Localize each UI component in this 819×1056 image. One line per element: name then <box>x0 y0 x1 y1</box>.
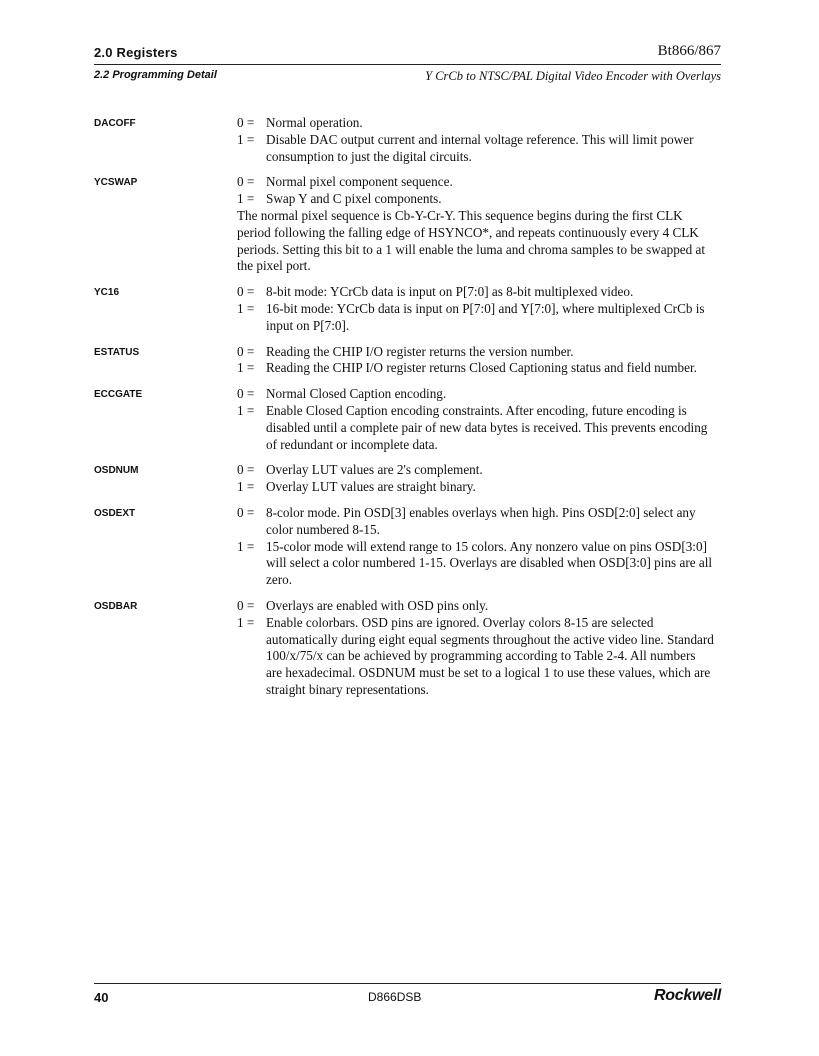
register-entry <box>94 174 724 275</box>
option-text: Overlay LUT values are 2's complement. <box>266 462 483 478</box>
option-text: Normal operation. <box>266 115 363 130</box>
option-key: 0 = <box>237 343 255 359</box>
option-key: 1 = <box>237 402 255 418</box>
option-text: Enable Closed Caption encoding constraints. After encoding, future encoding is disabled until a complete pair of new data bytes is received. This prevents encoding of redundant or incomplete data. <box>266 402 708 452</box>
register-name: YCSWAP <box>94 177 138 189</box>
option-row <box>237 191 714 208</box>
option-row <box>237 462 714 479</box>
subsection-heading: 2.2 Programming Detail <box>94 69 217 81</box>
option-text: Disable DAC output current and internal voltage reference. This will limit power consumption to just the digital circuits. <box>266 131 694 164</box>
document-id: D866DSB <box>368 990 422 1004</box>
register-name: OSDNUM <box>94 465 139 477</box>
option-row <box>237 344 714 361</box>
register-description <box>237 284 714 334</box>
register-name: ECCGATE <box>94 389 143 401</box>
option-row <box>237 539 714 589</box>
option-key: 0 = <box>237 597 255 613</box>
register-description <box>237 115 714 165</box>
register-description <box>237 174 714 275</box>
register-note: The normal pixel sequence is Cb-Y-Cr-Y. This sequence begins during the first CLK period following the falling edge of HSYNCO*, and repeats continuously every 4 CLK periods. Setting this bit to a 1 will enable the luma and chroma samples to be swapped at the pixel port. <box>237 207 706 274</box>
option-row <box>237 284 714 301</box>
option-key: 1 = <box>237 131 255 147</box>
option-key: 0 = <box>237 284 255 300</box>
option-text: 16-bit mode: YCrCb data is input on P[7:0] and Y[7:0], where multiplexed CrCb is input on P[7:0]. <box>266 300 705 333</box>
option-text: Enable colorbars. OSD pins are ignored. Overlay colors 8-15 are selected automatically during eight equal segments throughout the active video line. Standard 100/x/75/x can be achieved by programming according to Table 2-4. All numbers are hexadecimal. OSDNUM must be set to a logical 1 to use these values, which are straight binary representations. <box>266 614 714 697</box>
option-row <box>237 615 714 699</box>
product-name: Bt866/867 <box>657 43 721 59</box>
register-description <box>237 344 714 378</box>
register-description <box>237 462 714 496</box>
option-row <box>237 360 714 377</box>
register-entry <box>94 115 724 165</box>
option-text: Overlays are enabled with OSD pins only. <box>266 597 489 613</box>
register-description <box>237 505 714 589</box>
option-row <box>237 479 714 496</box>
option-text: Overlay LUT values are straight binary. <box>266 479 476 495</box>
option-text: Normal Closed Caption encoding. <box>266 386 447 402</box>
register-list <box>94 115 724 708</box>
register-entry <box>94 505 724 589</box>
option-text: 8-bit mode: YCrCb data is input on P[7:0] as 8-bit multiplexed video. <box>266 284 634 300</box>
register-description <box>237 386 714 453</box>
register-name: DACOFF <box>94 118 136 129</box>
option-row <box>237 403 714 453</box>
option-text: Swap Y and C pixel components. <box>266 191 442 207</box>
footer-divider <box>94 983 721 984</box>
option-row <box>237 301 714 335</box>
section-heading: 2.0 Registers <box>94 45 178 60</box>
option-row <box>237 386 714 403</box>
register-entry <box>94 598 724 699</box>
option-key: 1 = <box>237 614 255 630</box>
register-name: YC16 <box>94 287 120 299</box>
option-row <box>237 505 714 539</box>
option-key: 0 = <box>237 504 255 520</box>
brand-logo: Rockwell <box>654 987 721 1004</box>
document-title: Y CrCb to NTSC/PAL Digital Video Encoder with Overlays <box>425 69 721 83</box>
option-row <box>237 115 714 132</box>
option-key: 1 = <box>237 479 255 495</box>
option-text: 15-color mode will extend range to 15 colors. Any nonzero value on pins OSD[3:0] will select a color numbered 1-15. Overlays are disabled when OSD[3:0] pins are all zero. <box>266 538 713 588</box>
option-row <box>237 174 714 191</box>
register-name: OSDBAR <box>94 600 138 612</box>
option-text: Reading the CHIP I/O register returns Closed Captioning status and field number. <box>266 360 697 376</box>
option-key: 1 = <box>237 300 255 316</box>
option-text: Reading the CHIP I/O register returns the version number. <box>266 343 574 359</box>
register-entry <box>94 462 724 496</box>
option-key: 1 = <box>237 538 255 554</box>
option-text: Normal pixel component sequence. <box>266 174 453 190</box>
option-key: 0 = <box>237 386 255 402</box>
option-key: 1 = <box>237 360 255 376</box>
option-key: 0 = <box>237 462 255 478</box>
option-text: 8-color mode. Pin OSD[3] enables overlays when high. Pins OSD[2:0] select any color numbered 8-15. <box>266 504 696 537</box>
register-name: OSDEXT <box>94 507 136 519</box>
page-number: 40 <box>94 990 109 1005</box>
register-entry <box>94 386 724 453</box>
register-description <box>237 598 714 699</box>
option-row <box>237 598 714 615</box>
register-entry <box>94 344 724 378</box>
option-key: 0 = <box>237 174 255 190</box>
option-row <box>237 132 714 166</box>
register-name: ESTATUS <box>94 346 140 358</box>
header-divider <box>94 64 721 65</box>
option-key: 1 = <box>237 191 255 207</box>
option-key: 0 = <box>237 115 255 130</box>
register-entry <box>94 284 724 334</box>
